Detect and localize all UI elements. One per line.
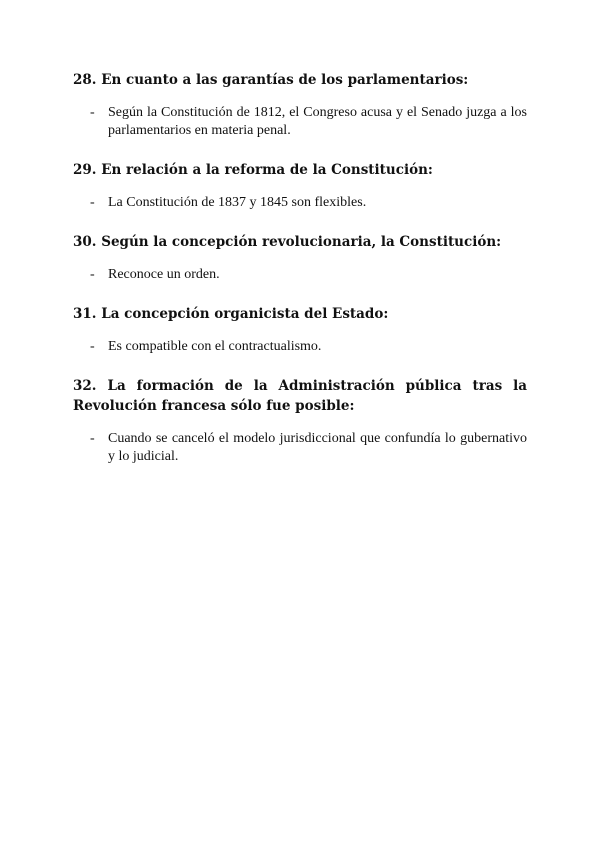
answer-item	[73, 338, 527, 356]
question-title	[73, 376, 527, 416]
answer-text: Es compatible con el contractualismo.	[108, 339, 322, 354]
question-28	[73, 70, 527, 140]
answer-list	[73, 430, 527, 466]
dash-bullet: -	[90, 339, 95, 354]
question-text: En cuanto a las garantías de los parlamentarios:	[101, 72, 469, 88]
question-title	[73, 232, 527, 252]
answer-list	[73, 338, 527, 356]
question-title	[73, 304, 527, 324]
answer-text: Reconoce un orden.	[108, 267, 220, 282]
question-32	[73, 376, 527, 466]
question-30	[73, 232, 527, 284]
dash-bullet: -	[90, 105, 95, 120]
question-number: 29.	[73, 162, 97, 178]
question-text: La concepción organicista del Estado:	[101, 306, 389, 322]
question-number: 32.	[73, 378, 97, 394]
dash-bullet: -	[90, 431, 95, 446]
question-text: La formación de la Administración pública tras la Revolución francesa sólo fue posible:	[73, 378, 527, 414]
answer-text: Según la Constitución de 1812, el Congreso acusa y el Senado juzga a los parlamentarios en materia penal.	[108, 105, 527, 138]
question-text: En relación a la reforma de la Constitución:	[101, 162, 433, 178]
answer-item	[73, 266, 527, 284]
question-number: 28.	[73, 72, 97, 88]
dash-bullet: -	[90, 195, 95, 210]
answer-list	[73, 104, 527, 140]
answer-item	[73, 194, 527, 212]
dash-bullet: -	[90, 267, 95, 282]
answer-list	[73, 194, 527, 212]
answer-text: Cuando se canceló el modelo jurisdiccional que confundía lo gubernativo y lo judicial.	[108, 431, 527, 464]
question-number: 31.	[73, 306, 97, 322]
document-content	[73, 70, 527, 486]
question-29	[73, 160, 527, 212]
question-number: 30.	[73, 234, 97, 250]
question-31	[73, 304, 527, 356]
answer-text: La Constitución de 1837 y 1845 son flexibles.	[108, 195, 367, 210]
question-text: Según la concepción revolucionaria, la Constitución:	[101, 234, 502, 250]
question-title	[73, 160, 527, 180]
answer-item	[73, 430, 527, 466]
answer-item	[73, 104, 527, 140]
question-title	[73, 70, 527, 90]
answer-list	[73, 266, 527, 284]
